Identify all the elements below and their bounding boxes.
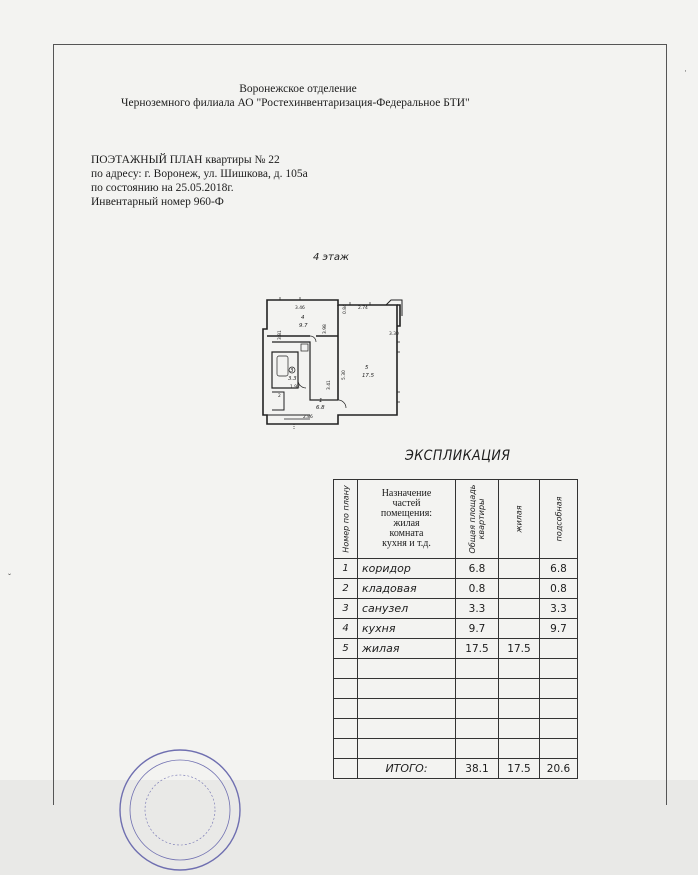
totals-row: ИТОГО: 38.1 17.5 20.6 bbox=[334, 759, 578, 779]
room-number: 4 bbox=[301, 315, 305, 321]
dim-label: 2.86 bbox=[303, 415, 313, 420]
header-living-area: жилая bbox=[499, 480, 540, 559]
room-area: 3.3 bbox=[288, 376, 297, 382]
table-row: 2 кладовая 0.8 0.8 bbox=[334, 579, 578, 599]
table-row bbox=[334, 679, 578, 699]
org-name-line1: Воронежское отделение bbox=[239, 83, 357, 95]
room-area: 17.5 bbox=[362, 373, 375, 379]
header-total-area: Общая площадь квартиры bbox=[456, 480, 499, 559]
plan-title: ПОЭТАЖНЫЙ ПЛАН квартиры № 22 bbox=[91, 154, 280, 166]
table-row bbox=[334, 699, 578, 719]
dim-label: 3.30 bbox=[389, 332, 399, 337]
dim-label: 0.84 bbox=[343, 304, 348, 314]
table-row bbox=[334, 659, 578, 679]
explication-table bbox=[333, 479, 578, 779]
table-row: 3 санузел 3.3 3.3 bbox=[334, 599, 578, 619]
table-row bbox=[334, 739, 578, 759]
room-number: 2 bbox=[278, 394, 281, 399]
room-area: 6.8 bbox=[316, 405, 325, 411]
dim-label: 3.81 bbox=[278, 330, 283, 340]
org-name-line2: Черноземного филиала АО "Ростехинвентаризация-Федеральное БТИ" bbox=[121, 97, 470, 109]
floor-plan bbox=[250, 292, 420, 432]
table-row: 4 кухня 9.7 9.7 bbox=[334, 619, 578, 639]
dim-label: 3.46 bbox=[295, 306, 305, 311]
dim-label: 5.30 bbox=[342, 370, 347, 380]
header-number: Номер по плану bbox=[334, 480, 358, 559]
dim-label: 3.98 bbox=[323, 324, 328, 334]
header-aux-area: подсобная bbox=[540, 480, 578, 559]
dim-label: 3.41 bbox=[327, 380, 332, 390]
room-number: 3 bbox=[290, 368, 294, 374]
explication-title: ЭКСПЛИКАЦИЯ bbox=[405, 448, 511, 464]
plan-address: по адресу: г. Воронеж, ул. Шишкова, д. 105а bbox=[91, 168, 308, 180]
room-area: 9.7 bbox=[299, 323, 308, 329]
scan-mark: · bbox=[684, 66, 687, 76]
room-number: 5 bbox=[365, 365, 369, 371]
header-name: Назначение частей помещения: жилая комната кухня и т.д. bbox=[358, 480, 456, 559]
dim-label: 2.74 bbox=[358, 306, 368, 311]
room-number: 1 bbox=[319, 398, 323, 404]
floor-label: 4 этаж bbox=[313, 252, 349, 263]
table-row: 5 жилая 17.5 17.5 bbox=[334, 639, 578, 659]
table-row bbox=[334, 719, 578, 739]
table-row: 1 коридор 6.8 6.8 bbox=[334, 559, 578, 579]
inventory-number: Инвентарный номер 960-Ф bbox=[91, 196, 224, 208]
plan-date: по состоянию на 25.05.2018г. bbox=[91, 182, 234, 194]
round-stamp bbox=[115, 745, 245, 875]
scan-mark: ˇ bbox=[8, 572, 11, 582]
dim-label: 1.92 bbox=[290, 385, 300, 390]
